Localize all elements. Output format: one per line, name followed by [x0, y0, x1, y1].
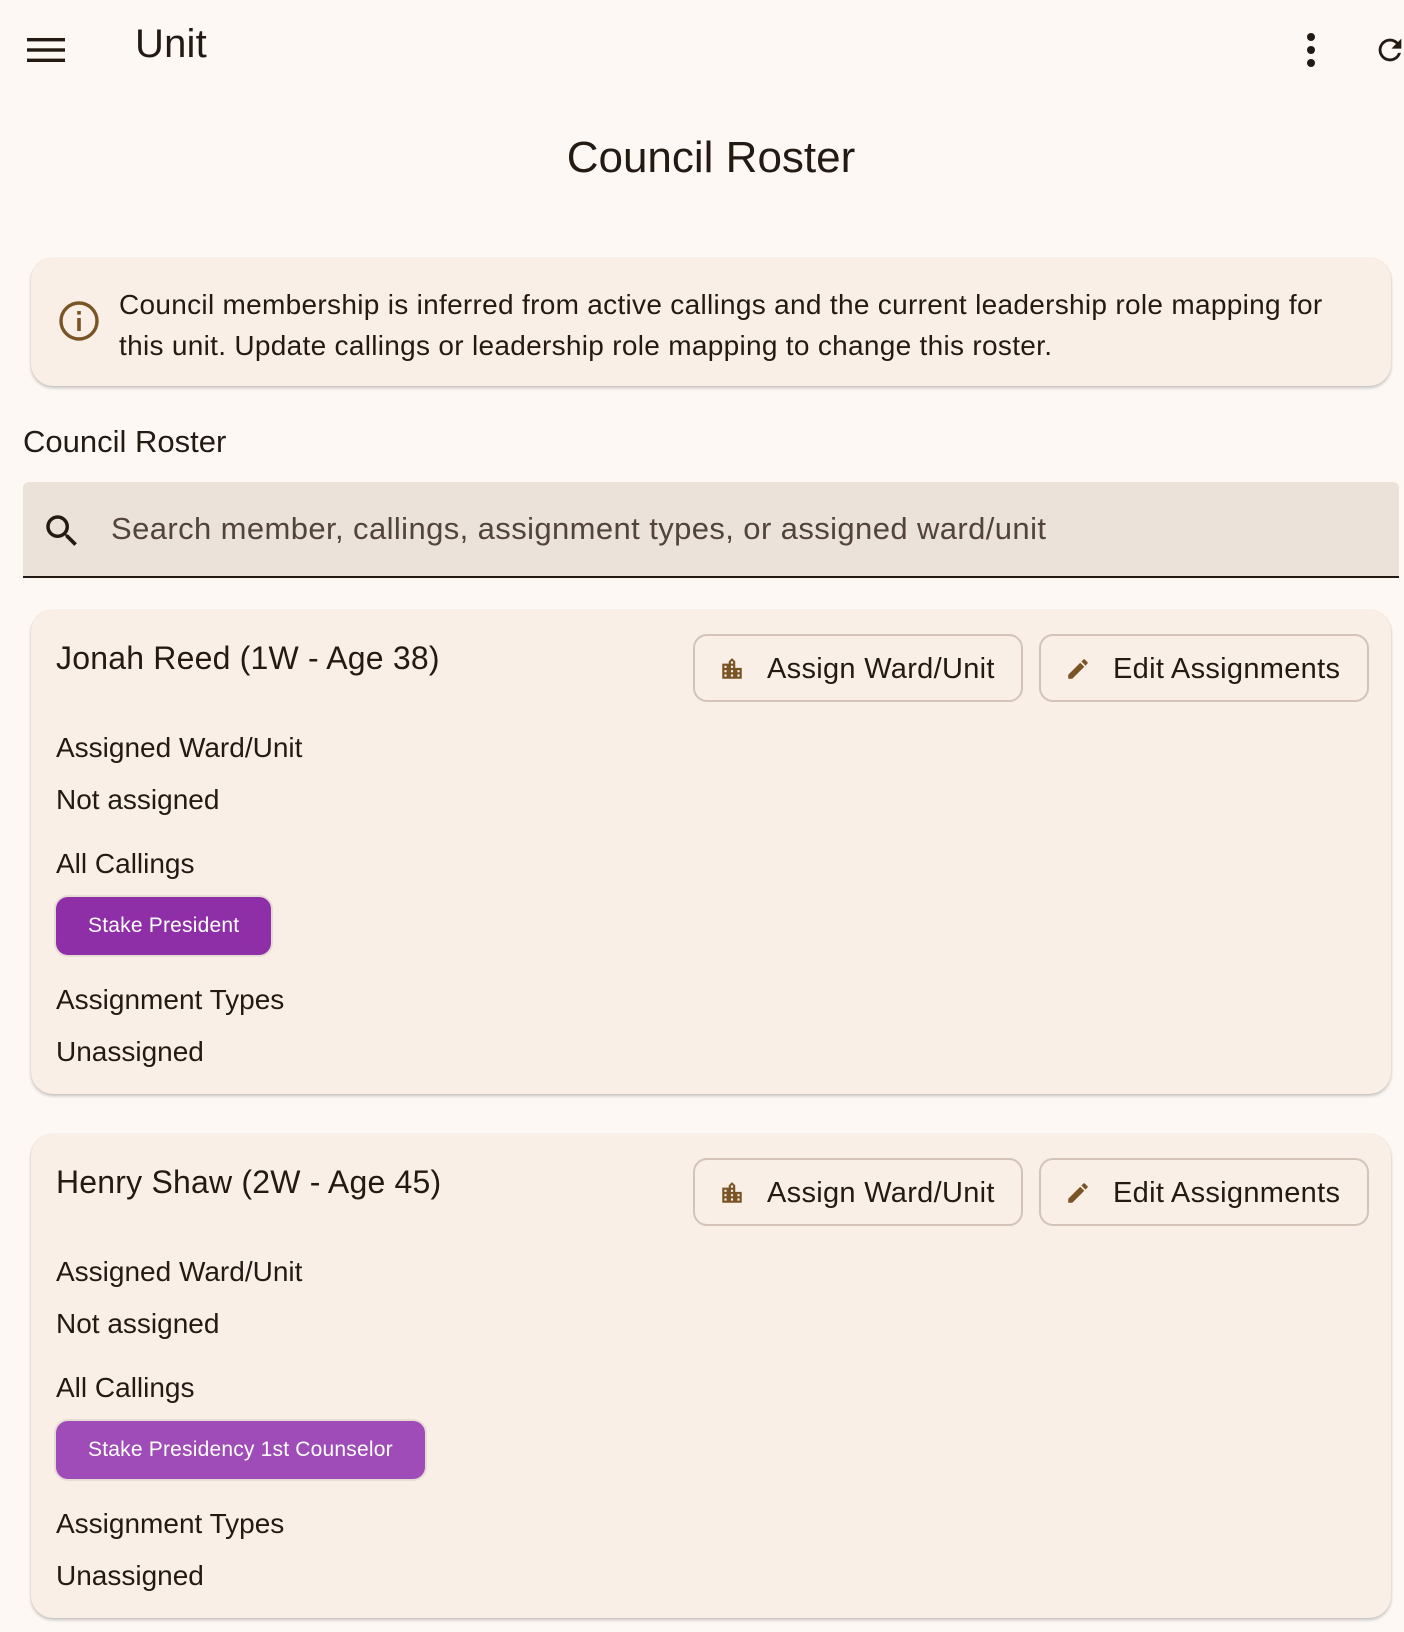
pencil-icon: [1065, 656, 1091, 682]
refresh-icon: [1373, 33, 1404, 67]
assignment-types-value: Unassigned: [56, 1560, 204, 1591]
assignment-types-value: Unassigned: [56, 1036, 204, 1067]
search-input[interactable]: [111, 482, 1381, 576]
building-icon: [719, 656, 745, 682]
member-card: [31, 610, 1391, 1094]
page-title: Council Roster: [566, 133, 856, 182]
menu-button[interactable]: [20, 24, 72, 76]
assign-ward-unit-button[interactable]: [693, 1158, 1023, 1226]
app-bar-title: Unit: [135, 22, 207, 66]
member-name: Henry Shaw (2W - Age 45): [56, 1164, 442, 1200]
info-banner-text: Council membership is inferred from active callings and the current leadership role mapping for this unit. Update callings or leadership role mapping to change this roster.: [119, 289, 1323, 361]
assigned-ward-unit-value: Not assigned: [56, 1308, 220, 1339]
assigned-ward-unit-value: Not assigned: [56, 784, 220, 815]
edit-assignments-label: Edit Assignments: [1113, 653, 1341, 685]
building-icon: [719, 1180, 745, 1206]
pencil-icon: [1065, 1180, 1091, 1206]
member-name: Jonah Reed (1W - Age 38): [56, 640, 440, 676]
assignment-types-label: Assignment Types: [56, 1508, 285, 1539]
refresh-button[interactable]: [1364, 24, 1404, 76]
top-app-bar: [0, 0, 1404, 98]
more-options-button[interactable]: [1285, 24, 1337, 76]
search-icon: [41, 510, 83, 552]
calling-chip[interactable]: Stake President: [56, 897, 271, 955]
assign-ward-unit-button[interactable]: [693, 634, 1023, 702]
edit-assignments-label: Edit Assignments: [1113, 1177, 1341, 1209]
assign-ward-unit-label: Assign Ward/Unit: [767, 653, 995, 685]
all-callings-label: All Callings: [56, 1372, 195, 1403]
assigned-ward-unit-label: Assigned Ward/Unit: [56, 732, 303, 763]
roster-section-label: Council Roster: [23, 424, 227, 459]
assigned-ward-unit-label: Assigned Ward/Unit: [56, 1256, 303, 1287]
info-icon: [58, 300, 100, 342]
all-callings-label: All Callings: [56, 848, 195, 879]
member-card: [31, 1134, 1391, 1618]
assign-ward-unit-label: Assign Ward/Unit: [767, 1177, 995, 1209]
menu-icon: [27, 36, 65, 64]
more-vert-icon: [1306, 33, 1316, 67]
assignment-types-label: Assignment Types: [56, 984, 285, 1015]
info-banner: [31, 258, 1391, 386]
edit-assignments-button[interactable]: [1039, 1158, 1369, 1226]
edit-assignments-button[interactable]: [1039, 634, 1369, 702]
calling-chip[interactable]: Stake Presidency 1st Counselor: [56, 1421, 425, 1479]
search-field[interactable]: [23, 482, 1399, 578]
